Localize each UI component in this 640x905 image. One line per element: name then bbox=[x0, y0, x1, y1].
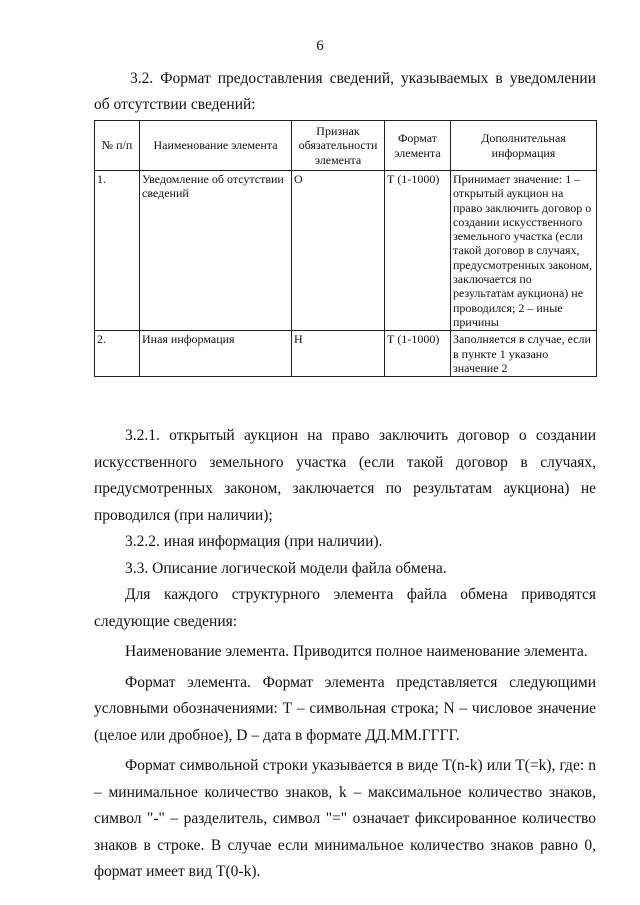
heading-line-1: 3.2. Формат предоставления сведений, указываемых в уведомлении bbox=[130, 70, 596, 87]
col-header-name: Наименование элемента bbox=[140, 121, 292, 171]
col-header-info: Дополнительная информация bbox=[451, 121, 597, 171]
cell-required: Н bbox=[292, 331, 385, 377]
cell-number: 2. bbox=[95, 331, 140, 377]
paragraph-3-2-2: 3.2.2. иная информация (при наличии). bbox=[125, 533, 383, 550]
body-text bbox=[94, 423, 596, 886]
cell-format: Т (1-1000) bbox=[385, 331, 451, 377]
table-header-row bbox=[95, 121, 597, 171]
col-header-number: № п/п bbox=[95, 121, 140, 171]
paragraph-element-name: Наименование элемента. Приводится полное наименование элемента. bbox=[125, 643, 588, 660]
col-header-required: Признак обязательности элемента bbox=[292, 121, 385, 171]
paragraph-string-format: Формат символьной строки указывается в виде Т(n-k) или Т(=k), где: n – минимальное количество знаков, k – максимальное количество знаков, символ "-" – разделитель, символ "=" означает фиксированное количество знаков в строке. В случае если минимальное количество знаков равно 0, формат имеет вид Т(0-k). bbox=[94, 757, 596, 880]
cell-info: Заполняется в случае, если в пункте 1 указано значение 2 bbox=[451, 331, 597, 377]
cell-format: Т (1-1000) bbox=[385, 171, 451, 331]
page-number: 6 bbox=[316, 38, 324, 54]
cell-info: Принимает значение: 1 – открытый аукцион на право заключить договор о создании искусственного земельного участка (если такой договор в случаях, предусмотренных законом, заключается по результатам аукциона) не проводился; 2 – иные причины bbox=[451, 171, 597, 331]
format-table bbox=[94, 120, 597, 377]
heading-line-2: об отсутствии сведений: bbox=[94, 96, 256, 113]
col-header-format: Формат элемента bbox=[385, 121, 451, 171]
table-row bbox=[95, 331, 597, 377]
paragraph-3-3: 3.3. Описание логической модели файла обмена. bbox=[125, 559, 447, 577]
paragraph-structure-intro: Для каждого структурного элемента файла обмена приводятся следующие сведения: bbox=[94, 586, 596, 630]
cell-required: О bbox=[292, 171, 385, 331]
cell-name: Иная информация bbox=[140, 331, 292, 377]
paragraph-element-format: Формат элемента. Формат элемента представляется следующими условными обозначениями: Т – символьная строка; N – числовое значение (целое или дробное), D – дата в формате ДД.ММ.ГГГГ. bbox=[94, 673, 596, 744]
paragraph-3-2-1: 3.2.1. открытый аукцион на право заключить договор о создании искусственного земельного участка (если такой договор в случаях, предусмотренных законом, заключается по результатам аукциона) не проводился (при наличии); bbox=[94, 427, 596, 524]
cell-number: 1. bbox=[95, 171, 140, 331]
table-row bbox=[95, 171, 597, 331]
section-heading bbox=[94, 66, 596, 118]
cell-name: Уведомление об отсутствии сведений bbox=[140, 171, 292, 331]
